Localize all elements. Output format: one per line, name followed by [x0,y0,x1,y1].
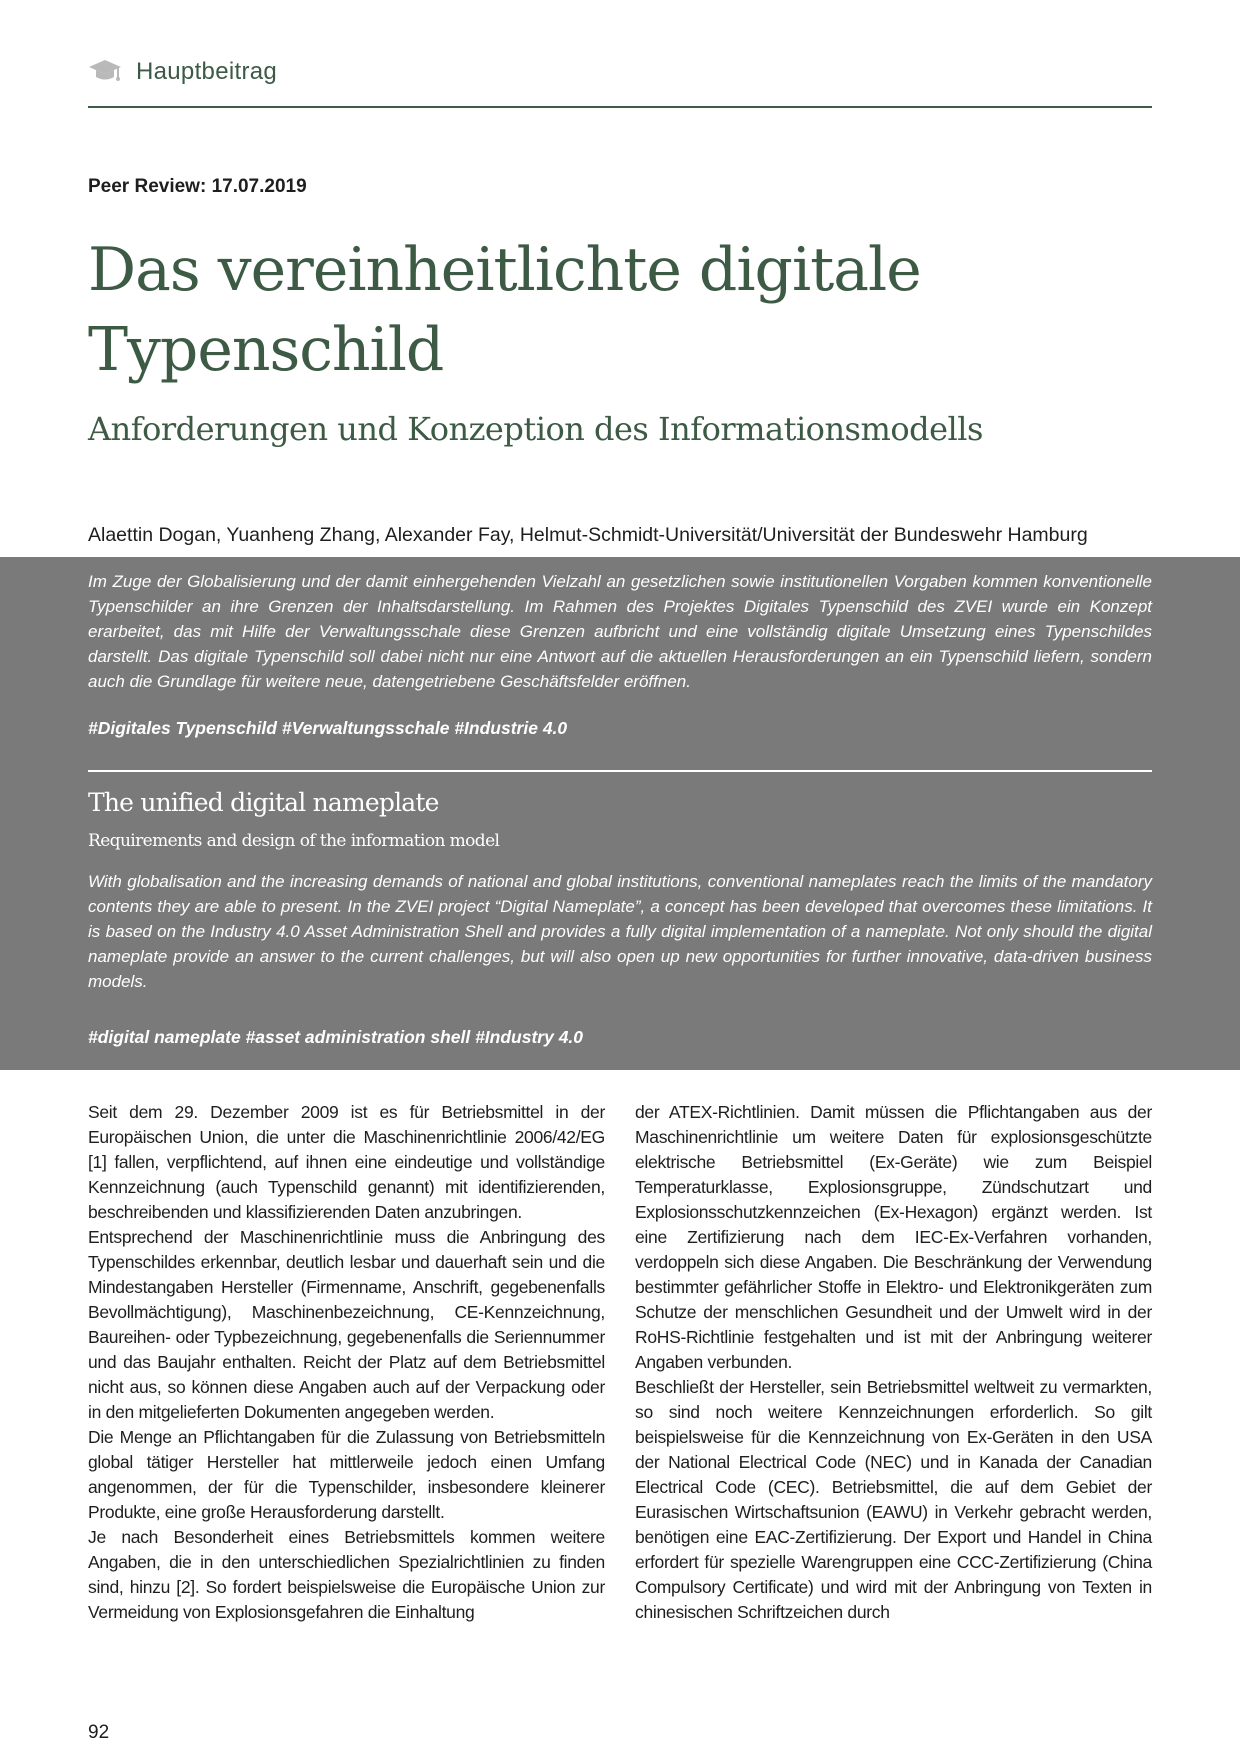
body-column-left [88,1100,605,1625]
body-column-right [635,1100,1152,1625]
page-number: 92 [88,1722,110,1743]
section-label: Hauptbeitrag [136,58,278,85]
paragraph: Die Menge an Pflichtangaben für die Zulassung von Betriebsmitteln global tätiger Hersteller hat mittlerweile jedoch einen Umfang angenommen, der für die Typenschilder, insbesondere kleinerer Produkte, eine große Herausforderung darstellt. [88,1427,605,1522]
keywords-en: #digital nameplate #asset administration shell #Industry 4.0 [88,1027,584,1047]
page-header [88,50,1152,108]
abstract-en: With globalisation and the increasing demands of national and global institutions, conventional nameplates reach the limits of the mandatory contents they are able to present. In the ZVEI project “Digital Nameplate”, a concept has been developed that overcomes these limitations. It is based on the Industry 4.0 Asset Administration Shell and provides a fully digital implementation of a nameplate. Not only should the digital nameplate provide an answer to the current challenges, but will also open up new opportunities for further innovative, data-driven business models. [88,872,1152,991]
article-subtitle: Anforderungen und Konzeption des Informationsmodells [88,410,983,448]
paragraph: Je nach Besonderheit eines Betriebsmittels kommen weitere Angaben, die in den unterschiedlichen Spezialrichtlinien zu finden sind, hinzu [2]. So fordert beispielsweise die Europäische Union zur Vermeidung von Explosionsgefahren die Einhaltung [88,1527,605,1622]
graduation-cap-icon [88,58,122,84]
paragraph: Seit dem 29. Dezember 2009 ist es für Betriebsmittel in der Europäischen Union, die unter die Maschinenrichtlinie 2006/42/EG [1] fallen, verpflichtend, auf ihnen eine eindeutige und vollständige Kennzeichnung (auch Typenschild genannt) mit identifizierenden, beschreibenden und klassifizierenden Daten anzubringen. [88,1102,605,1222]
paragraph: der ATEX-Richtlinien. Damit müssen die Pflichtangaben aus der Maschinenrichtlinie um weitere Daten für explosionsgeschützte elektrische Betriebsmittel (Ex-Geräte) wie zum Beispiel Temperaturklasse, Explosionsgruppe, Zündschutzart und Explosionsschutzkennzeichen (Ex-Hexagon) ergänzt werden. Ist eine Zertifizierung nach dem IEC-Ex-Verfahren vorhanden, verdoppeln sich diese Angaben. Die Beschränkung der Verwendung bestimmter gefährlicher Stoffe in Elektro- und Elektronikgeräten zum Schutze der menschlichen Gesundheit und der Umwelt wird in der RoHS-Richtlinie festgehalten und ist mit der Anbringung weiterer Angaben verbunden. [635,1102,1152,1372]
paragraph: Beschließt der Hersteller, sein Betriebsmittel weltweit zu vermarkten, so sind noch weitere Kennzeichnungen erforderlich. So gilt beispielsweise für die Kennzeichnung von Ex-Geräten in den USA der National Electrical Code (NEC) und in Kanada der Canadian Electrical Code (CEC). Betriebsmittel, die auf dem Gebiet der Eurasischen Wirtschaftsunion (EAWU) in Verkehr gebracht werden, benötigen eine EAC-Zertifizierung. Der Export und Handel in China erfordert für spezielle Warengruppen eine CCC-Zertifizierung (China Compulsory Certificate) und wird mit der Anbringung von Texten in chinesischen Schriftzeichen durch [635,1377,1152,1622]
title-line: Das vereinheitlichte digitale [88,235,921,305]
title-line: Typenschild [88,315,444,385]
paragraph: Entsprechend der Maschinenrichtlinie muss die Anbringung des Typenschildes erkennbar, deutlich lesbar und dauerhaft sein und die Mindestangaben Hersteller (Firmenname, Anschrift, gegebenenfalls Bevollmächtigung), Maschinenbezeichnung, CE-Kennzeichnung, Baureihen- oder Typbezeichnung, gegebenenfalls die Seriennummer und das Baujahr enthalten. Reicht der Platz auf dem Betriebsmittel nicht aus, so können diese Angaben auch auf der Verpackung oder in den mitgelieferten Dokumenten angegeben werden. [88,1227,605,1422]
abstract-divider [88,770,1152,772]
english-subtitle: Requirements and design of the information model [88,831,500,851]
authors: Alaettin Dogan, Yuanheng Zhang, Alexander Fay, Helmut-Schmidt-Universität/Universität der Bundeswehr Hamburg [88,524,1088,546]
abstract-de: Im Zuge der Globalisierung und der damit einhergehenden Vielzahl an gesetzlichen sowie institutionellen Vorgaben kommen konventionelle Typenschilder an ihre Grenzen der Inhaltsdarstellung. Im Rahmen des Projektes Digitales Typenschild des ZVEI wurde ein Konzept erarbeitet, das mit Hilfe der Verwaltungsschale diese Grenzen aufbricht und eine vollständig digitale Umsetzung eines Typenschildes darstellt. Das digitale Typenschild soll dabei nicht nur eine Antwort auf die aktuellen Herausforderungen an ein Typenschild liefern, sondern auch die Grundlage für weitere neue, datengetriebene Geschäftsfelder eröffnen. [88,572,1152,691]
article-title [88,230,1088,390]
peer-review-date: Peer Review: 17.07.2019 [88,176,307,197]
keywords-de: #Digitales Typenschild #Verwaltungsschale #Industrie 4.0 [88,718,568,738]
english-title: The unified digital nameplate [88,788,439,817]
